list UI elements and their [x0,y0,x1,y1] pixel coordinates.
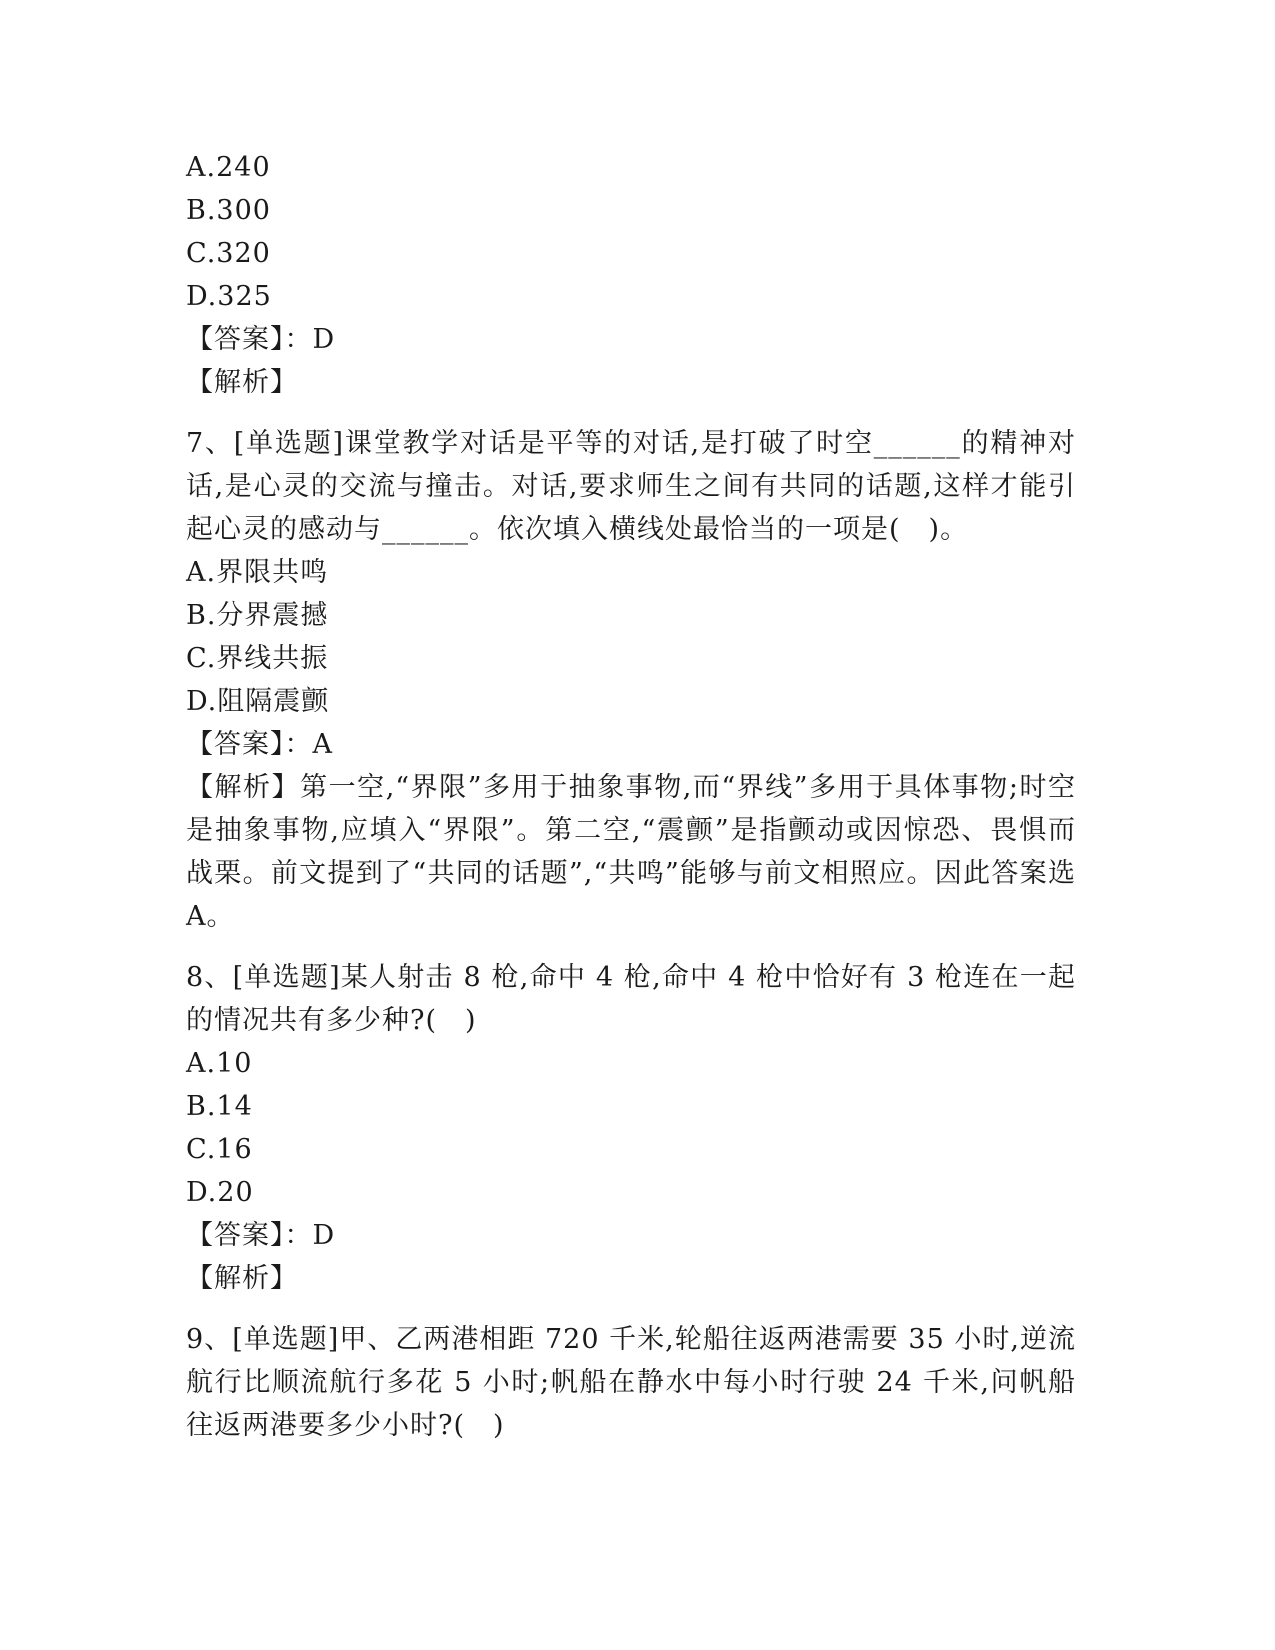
option-d: D.阻隔震颤 [186,686,330,717]
option-a: A.10 [186,1048,253,1079]
question-9 [186,1318,1076,1447]
question-6-continuation [186,146,1076,404]
option-a: A.界限共鸣 [186,557,329,588]
option-b: B.分界震撼 [186,600,329,631]
option-d: D.20 [186,1177,254,1208]
question-stem: 8、[单选题]某人射击 8 枪,命中 4 枪,命中 4 枪中恰好有 3 枪连在一起的情况共有多少种?( ) [186,962,1076,1036]
question-7 [186,422,1076,938]
analysis-paragraph: 【解析】第一空,“界限”多用于抽象事物,而“界线”多用于具体事物;时空是抽象事物,应填入“界限”。第二空,“震颤”是指颤动或因惊恐、畏惧而战栗。前文提到了“共同的话题”,“共鸣”能够与前文相照应。因此答案选 A。 [186,772,1076,932]
question-stem: 7、[单选题]课堂教学对话是平等的对话,是打破了时空______的精神对话,是心灵的交流与撞击。对话,要求师生之间有共同的话题,这样才能引起心灵的感动与______。依次填入横线处最恰当的一项是( )。 [186,428,1076,545]
option-c: C.16 [186,1134,253,1165]
question-stem: 9、[单选题]甲、乙两港相距 720 千米,轮船往返两港需要 35 小时,逆流航行比顺流航行多花 5 小时;帆船在静水中每小时行驶 24 千米,问帆船往返两港要多少小时?( ) [186,1324,1076,1441]
answer-line: 【答案】：D [186,324,336,355]
option-b: B.14 [186,1091,253,1122]
option-d: D.325 [186,281,272,312]
analysis-line: 【解析】 [186,367,298,398]
option-a: A.240 [186,152,271,183]
question-8 [186,956,1076,1300]
option-b: B.300 [186,195,271,226]
answer-line: 【答案】：A [186,729,333,760]
document-page [186,146,1076,1447]
analysis-line: 【解析】 [186,1263,298,1294]
answer-line: 【答案】：D [186,1220,336,1251]
option-c: C.界线共振 [186,643,329,674]
option-c: C.320 [186,238,271,269]
